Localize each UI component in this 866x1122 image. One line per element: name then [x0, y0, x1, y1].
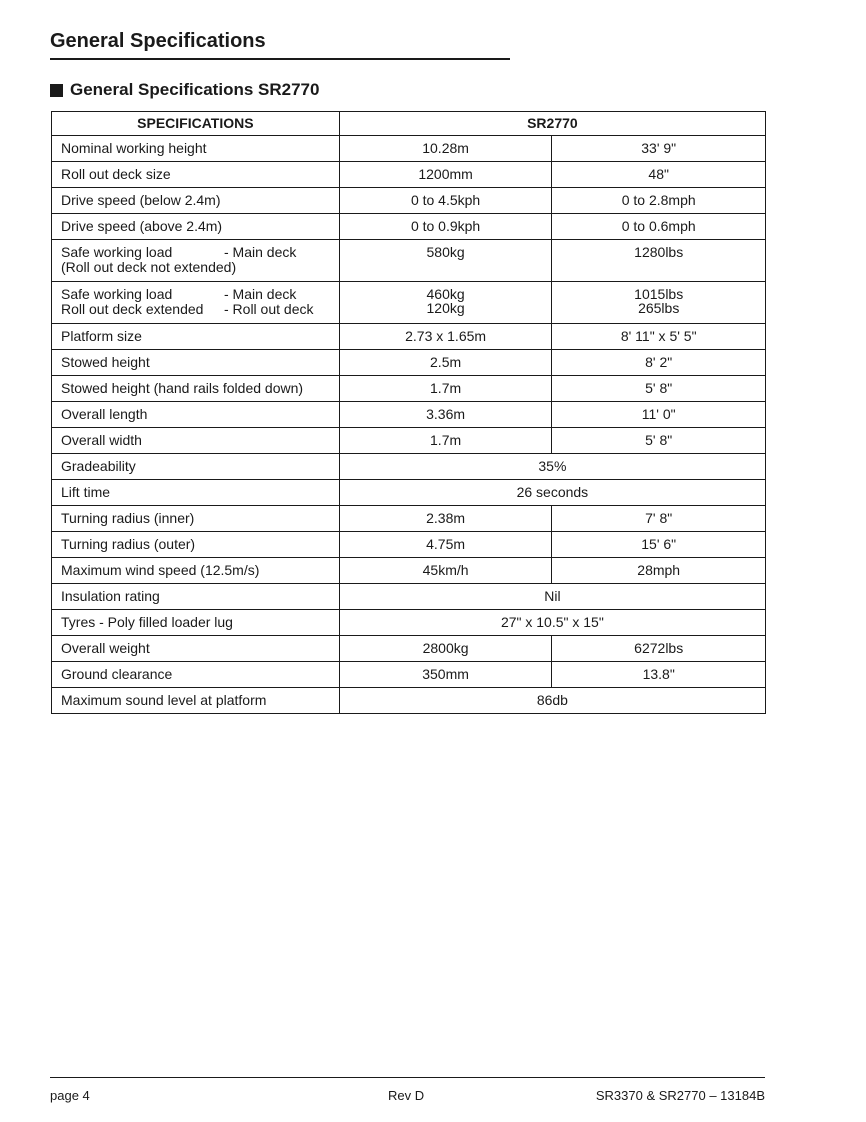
imperial-value: 8' 2" [552, 350, 766, 376]
row-label: Tyres - Poly filled loader lug [52, 610, 340, 636]
table-row [52, 324, 766, 350]
table-row [52, 636, 766, 662]
footer-rule [50, 1077, 765, 1078]
metric-value: 0 to 0.9kph [339, 214, 552, 240]
combined-value: 86db [339, 688, 765, 714]
metric-value: 45km/h [339, 558, 552, 584]
table-row [52, 480, 766, 506]
metric-value: 2.38m [339, 506, 552, 532]
row-label-sub: - Main deck [224, 286, 297, 302]
row-label-line: Roll out deck extended [61, 301, 204, 317]
row-label: Turning radius (outer) [52, 532, 340, 558]
row-label: Nominal working height [52, 136, 340, 162]
row-label-sub: - Roll out deck [224, 301, 314, 317]
combined-value: 35% [339, 454, 765, 480]
row-label: Gradeability [52, 454, 340, 480]
table-row [52, 688, 766, 714]
footer-page-number: page 4 [50, 1088, 90, 1103]
metric-value: 1.7m [339, 428, 552, 454]
table-row [52, 558, 766, 584]
row-label: Overall length [52, 402, 340, 428]
header-specifications: SPECIFICATIONS [52, 112, 340, 136]
footer-revision: Rev D [388, 1088, 425, 1103]
metric-value: 1.7m [339, 376, 552, 402]
table-row [52, 136, 766, 162]
imperial-value: 13.8" [552, 662, 766, 688]
metric-value [339, 282, 552, 324]
table-row [52, 240, 766, 282]
combined-value: 26 seconds [339, 480, 765, 506]
imperial-value: 0 to 0.6mph [552, 214, 766, 240]
table-row [52, 282, 766, 324]
footer-document-id: SR3370 & SR2770 – 13184B [595, 1088, 765, 1103]
metric-value: 2800kg [339, 636, 552, 662]
metric-value: 2.5m [339, 350, 552, 376]
metric-value: 4.75m [339, 532, 552, 558]
table-row [52, 188, 766, 214]
imperial-value: 8' 11" x 5' 5" [552, 324, 766, 350]
imperial-value: 7' 8" [552, 506, 766, 532]
imperial-value: 48" [552, 162, 766, 188]
table-header-row [52, 112, 766, 136]
imperial-value: 0 to 2.8mph [552, 188, 766, 214]
metric-value: 1200mm [339, 162, 552, 188]
row-label: Roll out deck size [52, 162, 340, 188]
imperial-value-line: 1015lbs [634, 286, 684, 302]
table-row [52, 506, 766, 532]
combined-value: 27" x 10.5" x 15" [339, 610, 765, 636]
specifications-table [51, 111, 766, 714]
metric-value: 580kg [339, 240, 552, 282]
row-label: Insulation rating [52, 584, 340, 610]
table-row [52, 350, 766, 376]
imperial-value: 33' 9" [552, 136, 766, 162]
page-title: General Specifications [50, 30, 266, 52]
table-row [52, 162, 766, 188]
row-label: Drive speed (above 2.4m) [52, 214, 340, 240]
imperial-value: 28mph [552, 558, 766, 584]
row-label: Turning radius (inner) [52, 506, 340, 532]
section-title-text: General Specifications SR2770 [70, 80, 320, 99]
row-label: Stowed height (hand rails folded down) [52, 376, 340, 402]
imperial-value: 6272lbs [552, 636, 766, 662]
table-row [52, 662, 766, 688]
combined-value: Nil [339, 584, 765, 610]
row-label: Ground clearance [52, 662, 340, 688]
row-label: Maximum sound level at platform [52, 688, 340, 714]
imperial-value: 11' 0" [552, 402, 766, 428]
metric-value: 3.36m [339, 402, 552, 428]
table-row [52, 376, 766, 402]
row-label: Maximum wind speed (12.5m/s) [52, 558, 340, 584]
imperial-value: 1280lbs [552, 240, 766, 282]
table-row [52, 454, 766, 480]
table-row [52, 532, 766, 558]
metric-value: 10.28m [339, 136, 552, 162]
row-label-line: (Roll out deck not extended) [61, 259, 237, 275]
section-title [50, 80, 319, 100]
table-row [52, 584, 766, 610]
row-label: Overall width [52, 428, 340, 454]
row-label: Lift time [52, 480, 340, 506]
row-label: Stowed height [52, 350, 340, 376]
metric-value: 350mm [339, 662, 552, 688]
metric-value: 2.73 x 1.65m [339, 324, 552, 350]
header-model: SR2770 [339, 112, 765, 136]
metric-value: 0 to 4.5kph [339, 188, 552, 214]
title-rule [50, 58, 510, 60]
imperial-value: 5' 8" [552, 428, 766, 454]
row-label-sub: - Main deck [224, 244, 297, 260]
square-bullet-icon [50, 84, 63, 97]
imperial-value: 5' 8" [552, 376, 766, 402]
row-label-line: Safe working load [61, 244, 173, 260]
table-row [52, 428, 766, 454]
metric-value-line: 120kg [426, 300, 465, 316]
imperial-value-line: 265lbs [638, 300, 680, 316]
table-row [52, 610, 766, 636]
table-row [52, 402, 766, 428]
row-label [52, 240, 340, 282]
imperial-value [552, 282, 766, 324]
row-label: Platform size [52, 324, 340, 350]
row-label: Drive speed (below 2.4m) [52, 188, 340, 214]
row-label: Overall weight [52, 636, 340, 662]
row-label-line: Safe working load [61, 286, 173, 302]
imperial-value: 15' 6" [552, 532, 766, 558]
metric-value-line: 460kg [426, 286, 465, 302]
table-row [52, 214, 766, 240]
row-label [52, 282, 340, 324]
